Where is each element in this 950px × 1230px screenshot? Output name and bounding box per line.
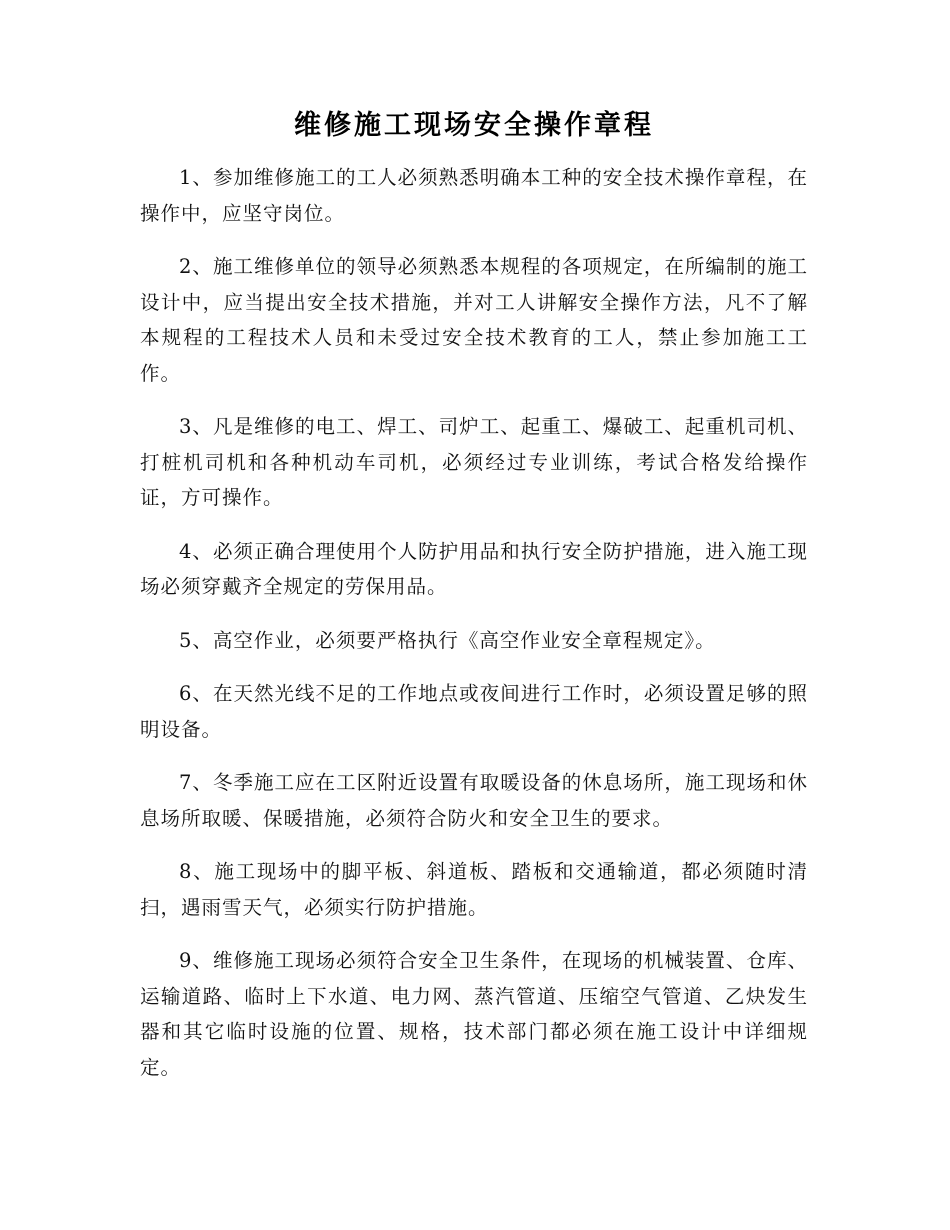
paragraph-5: 5、高空作业，必须要严格执行《高空作业安全章程规定》。 [179, 628, 716, 652]
paragraph-3: 3、凡是维修的电工、焊工、司炉工、起重工、爆破工、起重机司机、打桩机司机和各种机动车司机，必须经过专业训练，考试合格发给操作证，方可操作。 [140, 415, 808, 509]
paragraph-8: 8、施工现场中的脚平板、斜道板、踏板和交通输道，都必须随时清扫，遇雨雪天气，必须实行防护措施。 [140, 860, 808, 919]
paragraph-2: 2、施工维修单位的领导必须熟悉本规程的各项规定，在所编制的施工设计中，应当提出安全技术措施，并对工人讲解安全操作方法，凡不了解本规程的工程技术人员和未受过安全技术教育的工人，禁止参加施工工作。 [140, 255, 808, 385]
paragraph-9: 9、维修施工现场必须符合安全卫生条件，在现场的机械装置、仓库、运输道路、临时上下水道、电力网、蒸汽管道、压缩空气管道、乙炔发生器和其它临时设施的位置、规格，技术部门都必须在施工设计中详细规定。 [140, 949, 808, 1079]
document-title: 维修施工现场安全操作章程 [294, 110, 654, 141]
paragraph-1: 1、参加维修施工的工人必须熟悉明确本工种的安全技术操作章程，在操作中，应坚守岗位。 [140, 166, 808, 225]
paragraph-7: 7、冬季施工应在工区附近设置有取暖设备的休息场所，施工现场和休息场所取暖、保暖措施，必须符合防火和安全卫生的要求。 [140, 771, 808, 830]
document-page [140, 106, 808, 1103]
paragraph-4: 4、必须正确合理使用个人防护用品和执行安全防护措施，进入施工现场必须穿戴齐全规定的劳保用品。 [140, 539, 808, 598]
paragraph-6: 6、在天然光线不足的工作地点或夜间进行工作时，必须设置足够的照明设备。 [140, 682, 808, 741]
